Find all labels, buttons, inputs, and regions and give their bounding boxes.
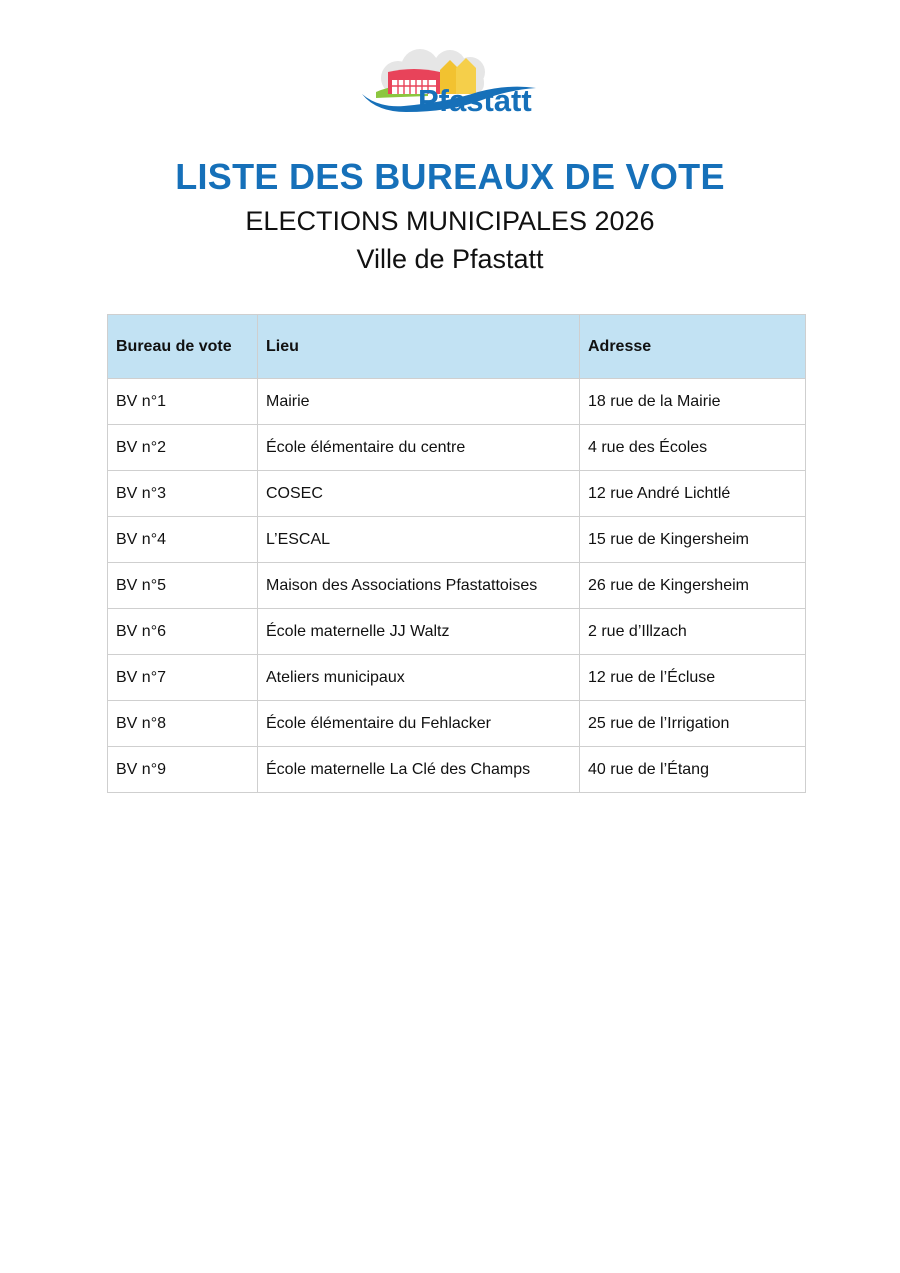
- cell-adresse: 12 rue de l’Écluse: [580, 655, 806, 701]
- cell-lieu: Maison des Associations Pfastattoises: [258, 563, 580, 609]
- table-row: [108, 379, 806, 425]
- city-subtitle: Ville de Pfastatt: [356, 244, 544, 274]
- cell-bureau: BV n°6: [108, 609, 258, 655]
- cell-bureau: BV n°3: [108, 471, 258, 517]
- table-row: [108, 655, 806, 701]
- column-header-bureau: Bureau de vote: [108, 315, 258, 379]
- election-subtitle: ELECTIONS MUNICIPALES 2026: [245, 206, 655, 236]
- table-header-row: [108, 315, 806, 379]
- page-title: LISTE DES BUREAUX DE VOTE: [175, 156, 725, 197]
- logo-text: Pfastatt: [418, 83, 532, 118]
- cell-adresse: 40 rue de l’Étang: [580, 747, 806, 793]
- column-header-adresse: Adresse: [580, 315, 806, 379]
- cell-adresse: 12 rue André Lichtlé: [580, 471, 806, 517]
- polling-stations-table: [107, 314, 806, 793]
- polling-stations-table-wrapper: [107, 314, 805, 793]
- cell-bureau: BV n°7: [108, 655, 258, 701]
- table-row: [108, 747, 806, 793]
- table-row: [108, 609, 806, 655]
- table-row: [108, 517, 806, 563]
- cell-bureau: BV n°5: [108, 563, 258, 609]
- cell-lieu: L’ESCAL: [258, 517, 580, 563]
- cell-lieu: École maternelle JJ Waltz: [258, 609, 580, 655]
- table-row: [108, 563, 806, 609]
- cell-bureau: BV n°2: [108, 425, 258, 471]
- cell-bureau: BV n°9: [108, 747, 258, 793]
- table-row: [108, 471, 806, 517]
- table-row: [108, 425, 806, 471]
- cell-bureau: BV n°8: [108, 701, 258, 747]
- cell-adresse: 2 rue d’Illzach: [580, 609, 806, 655]
- cell-lieu: Mairie: [258, 379, 580, 425]
- title-block: [0, 152, 900, 278]
- cell-bureau: BV n°1: [108, 379, 258, 425]
- cell-adresse: 4 rue des Écoles: [580, 425, 806, 471]
- cell-adresse: 26 rue de Kingersheim: [580, 563, 806, 609]
- cell-lieu: COSEC: [258, 471, 580, 517]
- cell-lieu: École maternelle La Clé des Champs: [258, 747, 580, 793]
- pfastatt-logo: [358, 48, 542, 120]
- cell-bureau: BV n°4: [108, 517, 258, 563]
- cell-lieu: Ateliers municipaux: [258, 655, 580, 701]
- table-row: [108, 701, 806, 747]
- cell-adresse: 18 rue de la Mairie: [580, 379, 806, 425]
- cell-lieu: École élémentaire du centre: [258, 425, 580, 471]
- cell-lieu: École élémentaire du Fehlacker: [258, 701, 580, 747]
- cell-adresse: 25 rue de l’Irrigation: [580, 701, 806, 747]
- cell-adresse: 15 rue de Kingersheim: [580, 517, 806, 563]
- column-header-lieu: Lieu: [258, 315, 580, 379]
